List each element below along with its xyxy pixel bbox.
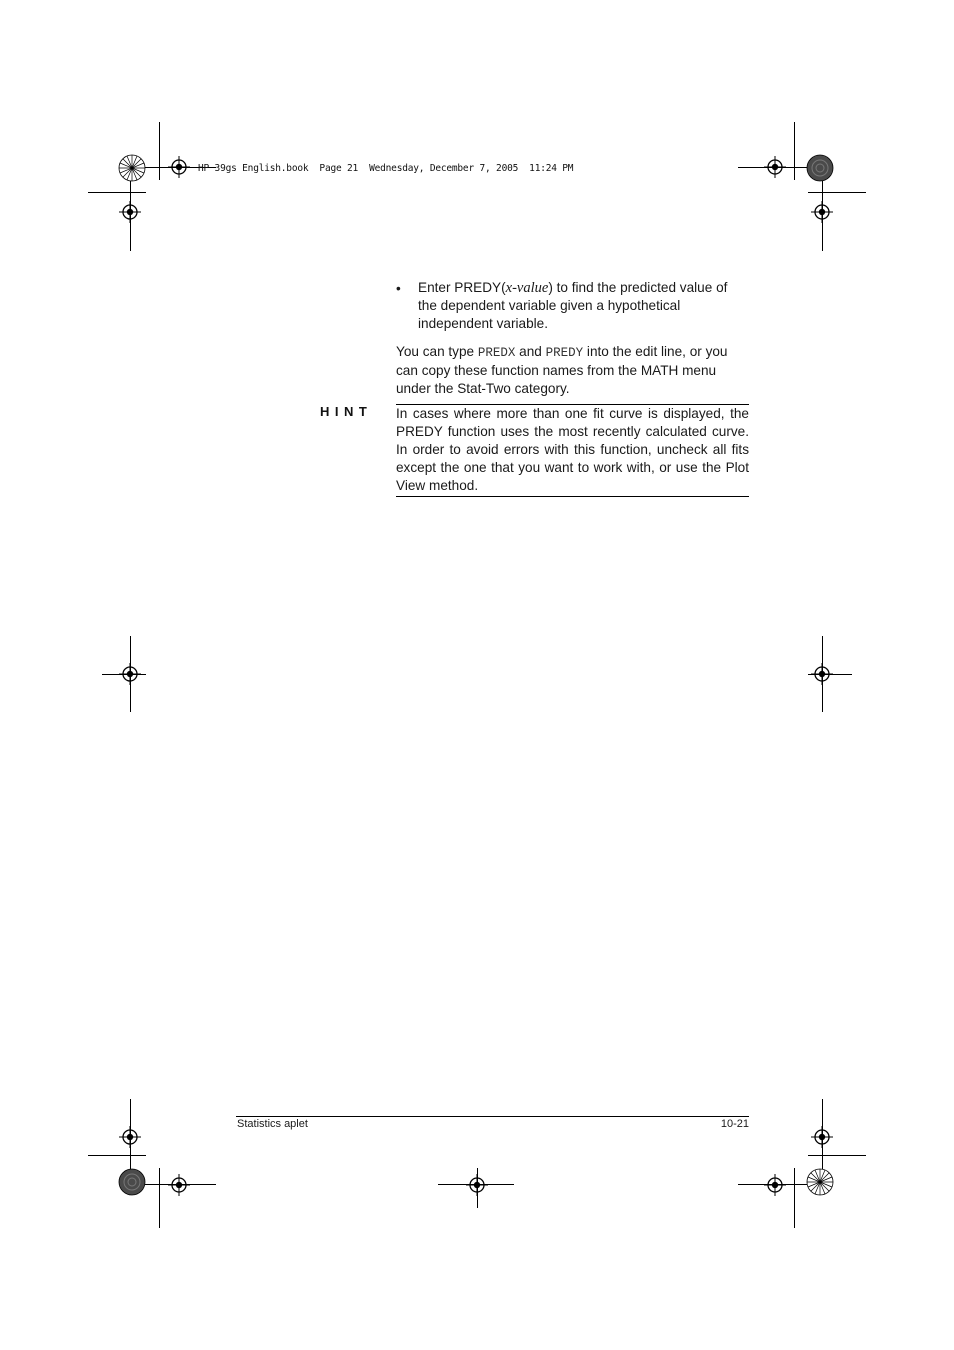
registration-target-icon [119,201,141,223]
registration-target-icon [811,1126,833,1148]
para-part-3: into the edit line, or you can copy these function names from the MATH menu under the Stat-Two category. [396,344,728,396]
crop-line [808,1155,866,1156]
para-part-2: and [515,344,546,359]
crop-line [159,1168,160,1228]
hint-text: In cases where more than one fit curve is displayed, the PREDY function uses the most recently calculated curve. In order to avoid errors with this function, uncheck all fits except the one that you want to work with, or use the Plot View method. [396,406,749,493]
para-part-1: You can type [396,344,478,359]
footer-rule [236,1116,749,1117]
registration-target-icon [466,1174,488,1196]
code-predx: PREDX [477,346,516,360]
starburst-target-icon [806,1168,834,1196]
halftone-circle-icon [118,1168,146,1196]
footer-section-title: Statistics aplet [237,1118,308,1130]
registration-target-icon [811,663,833,685]
code-predy: PREDY [545,346,584,360]
crop-line [88,1155,146,1156]
bullet-item-predy [418,279,748,333]
footer-page-number: 10-21 [720,1118,749,1130]
crop-line [794,122,795,180]
starburst-target-icon [118,154,146,182]
bullet-marker: • [396,281,401,296]
crop-line [88,192,146,193]
registration-target-icon [168,1174,190,1196]
bullet-suffix: ) to find the predicted value of the dependent variable given a hypothetical independent variable. [418,280,728,331]
registration-target-icon [119,663,141,685]
crop-line [159,122,160,180]
crop-line [808,192,866,193]
registration-target-icon [119,1126,141,1148]
registration-target-icon [764,156,786,178]
hint-label: HINT [320,404,373,419]
registration-target-icon [764,1174,786,1196]
print-slug: HP 39gs English.book Page 21 Wednesday, December 7, 2005 11:24 PM [198,163,574,174]
registration-target-icon [168,156,190,178]
registration-target-icon [811,201,833,223]
instruction-paragraph [396,343,748,398]
halftone-circle-icon [806,154,834,182]
bullet-argument: x-value [505,280,549,296]
hint-box [396,404,749,497]
crop-line [794,1168,795,1228]
bullet-prefix: Enter PREDY( [418,280,506,295]
